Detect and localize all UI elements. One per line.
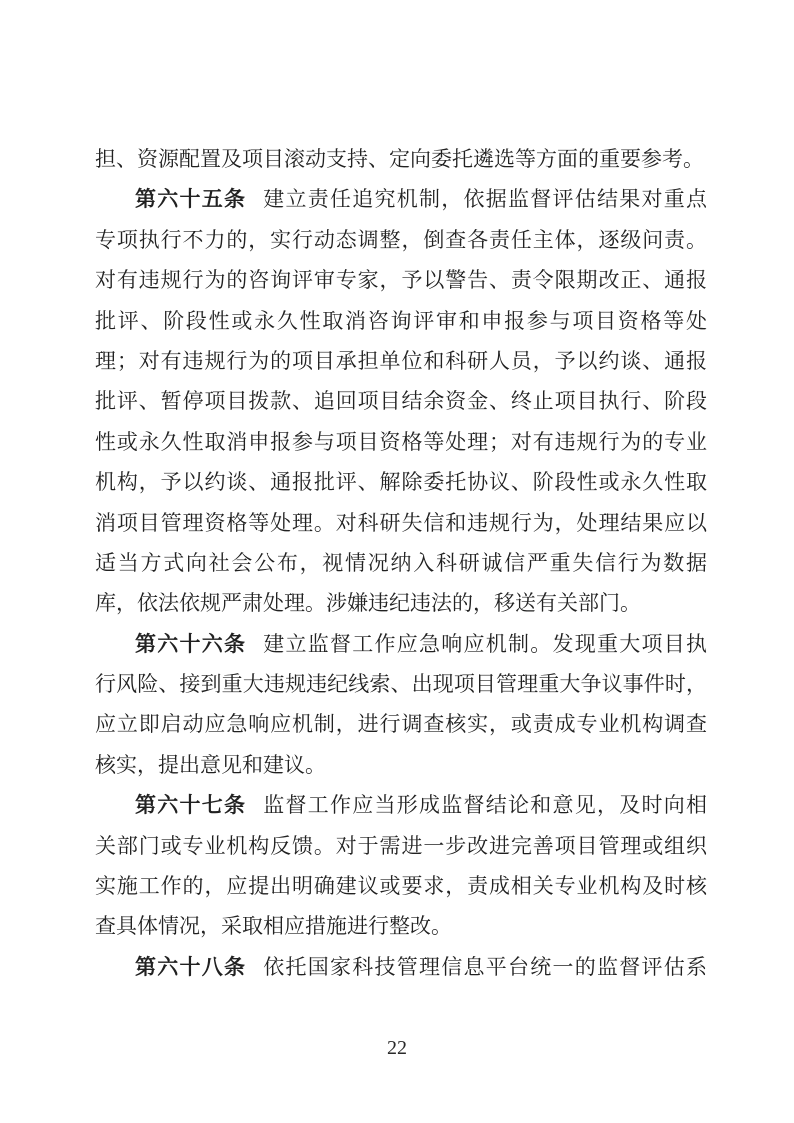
text-run: 对有违规行为的咨询评审专家，予以警告、责令限期改正、通报 bbox=[95, 268, 707, 293]
text-line bbox=[95, 341, 707, 381]
text-line bbox=[95, 624, 707, 664]
text-line bbox=[95, 704, 707, 744]
text-line bbox=[95, 583, 707, 623]
text-run: 建立责任追究机制，依据监督评估结果对重点 bbox=[263, 187, 707, 212]
text-run: 监督工作应当形成监督结论和意见，及时向相 bbox=[263, 793, 707, 818]
text-line bbox=[95, 139, 707, 179]
text-run: 担、资源配置及项目滚动支持、定向委托遴选等方面的重要参考。 bbox=[95, 147, 704, 171]
text-line bbox=[95, 260, 707, 300]
text-run: 专项执行不力的，实行动态调整，倒查各责任主体，逐级问责。 bbox=[95, 227, 707, 252]
text-run: 理；对有违规行为的项目承担单位和科研人员，予以约谈、通报 bbox=[95, 348, 707, 373]
text-line bbox=[95, 664, 707, 704]
text-run: 性或永久性取消申报参与项目资格等处理；对有违规行为的专业 bbox=[95, 429, 707, 454]
text-line bbox=[95, 462, 707, 502]
text-run: 核实，提出意见和建议。 bbox=[95, 752, 326, 777]
text-line bbox=[95, 220, 707, 260]
text-run: 适当方式向社会公布，视情况纳入科研诚信严重失信行为数据 bbox=[95, 550, 707, 575]
text-run: 消项目管理资格等处理。对科研失信和违规行为，处理结果应以 bbox=[95, 510, 707, 535]
text-line bbox=[95, 906, 707, 946]
text-run: 库，依法依规严肃处理。涉嫌违纪违法的，移送有关部门。 bbox=[95, 591, 641, 616]
text-line bbox=[95, 179, 707, 219]
text-line bbox=[95, 422, 707, 462]
text-run: 依托国家科技管理信息平台统一的监督评估系 bbox=[263, 954, 707, 979]
text-line bbox=[95, 381, 707, 421]
text-line bbox=[95, 745, 707, 785]
text-line bbox=[95, 947, 707, 987]
text-run: 批评、阶段性或永久性取消咨询评审和申报参与项目资格等处 bbox=[95, 308, 707, 333]
text-line bbox=[95, 543, 707, 583]
text-run: 查具体情况，采取相应措施进行整改。 bbox=[95, 914, 452, 939]
text-run: 机构，予以约谈、通报批评、解除委托协议、阶段性或永久性取 bbox=[95, 470, 707, 495]
page-number: 22 bbox=[387, 1037, 407, 1059]
article-number: 第六十八条 bbox=[135, 954, 247, 979]
article-number: 第六十五条 bbox=[135, 187, 247, 212]
text-run: 实施工作的，应提出明确建议或要求，责成相关专业机构及时核 bbox=[95, 874, 707, 899]
article-number: 第六十七条 bbox=[135, 793, 247, 818]
document-body bbox=[95, 139, 707, 987]
article-number: 第六十六条 bbox=[135, 631, 247, 656]
text-run: 行风险、接到重大违规违纪线索、出现项目管理重大争议事件时， bbox=[95, 672, 707, 697]
text-run: 建立监督工作应急响应机制。发现重大项目执 bbox=[263, 631, 707, 656]
text-line bbox=[95, 866, 707, 906]
text-run: 关部门或专业机构反馈。对于需进一步改进完善项目管理或组织 bbox=[95, 833, 707, 858]
text-run: 批评、暂停项目拨款、追回项目结余资金、终止项目执行、阶段 bbox=[95, 389, 707, 414]
text-line bbox=[95, 503, 707, 543]
text-line bbox=[95, 785, 707, 825]
text-line bbox=[95, 826, 707, 866]
text-run: 应立即启动应急响应机制，进行调查核实，或责成专业机构调查 bbox=[95, 712, 707, 737]
text-line bbox=[95, 301, 707, 341]
